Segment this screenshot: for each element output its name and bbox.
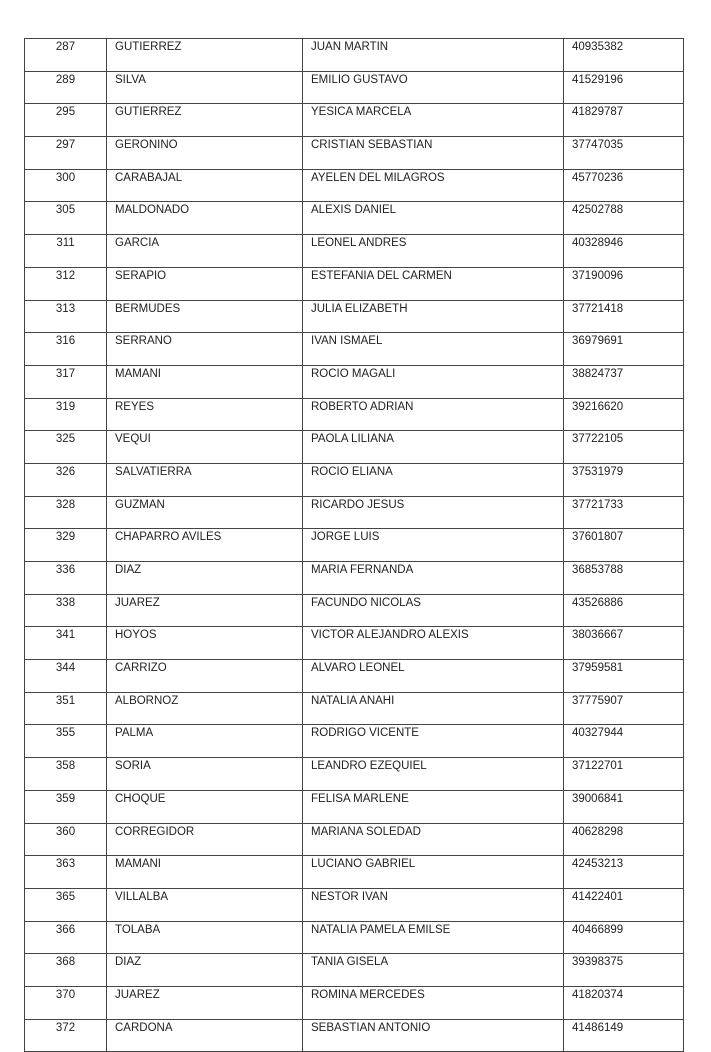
- row-number-cell: 317: [25, 365, 107, 398]
- given-names-cell: FELISA MARLENE: [303, 790, 564, 823]
- row-number-cell: 311: [25, 235, 107, 268]
- surname-cell: SILVA: [107, 71, 303, 104]
- table-row: [25, 823, 684, 856]
- id-number-cell: 41820374: [564, 986, 684, 1019]
- surname-cell: CORREGIDOR: [107, 823, 303, 856]
- id-number-cell: 43526886: [564, 594, 684, 627]
- given-names-cell: ROBERTO ADRIAN: [303, 398, 564, 431]
- row-number-cell: 328: [25, 496, 107, 529]
- surname-cell: CHOQUE: [107, 790, 303, 823]
- given-names-cell: ESTEFANIA DEL CARMEN: [303, 267, 564, 300]
- id-number-cell: 40935382: [564, 39, 684, 72]
- row-number-cell: 325: [25, 431, 107, 464]
- row-number-cell: 360: [25, 823, 107, 856]
- table-row: [25, 627, 684, 660]
- surname-cell: VILLALBA: [107, 888, 303, 921]
- surname-cell: GUTIERREZ: [107, 104, 303, 137]
- id-number-cell: 37721418: [564, 300, 684, 333]
- given-names-cell: JUAN MARTIN: [303, 39, 564, 72]
- given-names-cell: SEBASTIAN ANTONIO: [303, 1019, 564, 1052]
- row-number-cell: 338: [25, 594, 107, 627]
- table-row: [25, 398, 684, 431]
- table-row: [25, 594, 684, 627]
- given-names-cell: NATALIA ANAHI: [303, 692, 564, 725]
- table-row: [25, 365, 684, 398]
- id-number-cell: 40628298: [564, 823, 684, 856]
- id-number-cell: 41829787: [564, 104, 684, 137]
- id-number-cell: 41422401: [564, 888, 684, 921]
- id-number-cell: 42502788: [564, 202, 684, 235]
- id-number-cell: 41529196: [564, 71, 684, 104]
- row-number-cell: 289: [25, 71, 107, 104]
- table-row: [25, 431, 684, 464]
- row-number-cell: 329: [25, 529, 107, 562]
- table-row: [25, 529, 684, 562]
- id-number-cell: 39398375: [564, 954, 684, 987]
- given-names-cell: ALEXIS DANIEL: [303, 202, 564, 235]
- table-row: [25, 496, 684, 529]
- given-names-cell: AYELEN DEL MILAGROS: [303, 169, 564, 202]
- id-number-cell: 41486149: [564, 1019, 684, 1052]
- id-number-cell: 38036667: [564, 627, 684, 660]
- table-body: [25, 39, 684, 1052]
- row-number-cell: 372: [25, 1019, 107, 1052]
- given-names-cell: NATALIA PAMELA EMILSE: [303, 921, 564, 954]
- row-number-cell: 341: [25, 627, 107, 660]
- given-names-cell: NESTOR IVAN: [303, 888, 564, 921]
- given-names-cell: VICTOR ALEJANDRO ALEXIS: [303, 627, 564, 660]
- surname-cell: CARRIZO: [107, 660, 303, 693]
- surname-cell: GUTIERREZ: [107, 39, 303, 72]
- id-number-cell: 40328946: [564, 235, 684, 268]
- table-row: [25, 856, 684, 889]
- surname-cell: CHAPARRO AVILES: [107, 529, 303, 562]
- id-number-cell: 38824737: [564, 365, 684, 398]
- surname-cell: CARABAJAL: [107, 169, 303, 202]
- row-number-cell: 370: [25, 986, 107, 1019]
- row-number-cell: 351: [25, 692, 107, 725]
- id-number-cell: 37190096: [564, 267, 684, 300]
- table-row: [25, 725, 684, 758]
- table-row: [25, 660, 684, 693]
- id-number-cell: 37122701: [564, 758, 684, 791]
- surname-cell: DIAZ: [107, 562, 303, 595]
- id-number-cell: 37601807: [564, 529, 684, 562]
- id-number-cell: 39216620: [564, 398, 684, 431]
- id-number-cell: 42453213: [564, 856, 684, 889]
- given-names-cell: CRISTIAN SEBASTIAN: [303, 137, 564, 170]
- row-number-cell: 344: [25, 660, 107, 693]
- people-table: [24, 38, 684, 1052]
- table-row: [25, 300, 684, 333]
- surname-cell: GUZMAN: [107, 496, 303, 529]
- row-number-cell: 297: [25, 137, 107, 170]
- id-number-cell: 45770236: [564, 169, 684, 202]
- id-number-cell: 40327944: [564, 725, 684, 758]
- table-row: [25, 986, 684, 1019]
- id-number-cell: 37721733: [564, 496, 684, 529]
- surname-cell: BERMUDES: [107, 300, 303, 333]
- row-number-cell: 326: [25, 463, 107, 496]
- document-page: [24, 38, 683, 1052]
- table-row: [25, 562, 684, 595]
- surname-cell: PALMA: [107, 725, 303, 758]
- given-names-cell: MARIANA SOLEDAD: [303, 823, 564, 856]
- table-row: [25, 888, 684, 921]
- row-number-cell: 319: [25, 398, 107, 431]
- given-names-cell: JORGE LUIS: [303, 529, 564, 562]
- given-names-cell: TANIA GISELA: [303, 954, 564, 987]
- given-names-cell: PAOLA LILIANA: [303, 431, 564, 464]
- row-number-cell: 316: [25, 333, 107, 366]
- id-number-cell: 37959581: [564, 660, 684, 693]
- id-number-cell: 36853788: [564, 562, 684, 595]
- surname-cell: TOLABA: [107, 921, 303, 954]
- table-row: [25, 71, 684, 104]
- table-row: [25, 267, 684, 300]
- surname-cell: MAMANI: [107, 365, 303, 398]
- table-row: [25, 758, 684, 791]
- surname-cell: REYES: [107, 398, 303, 431]
- table-row: [25, 202, 684, 235]
- row-number-cell: 358: [25, 758, 107, 791]
- row-number-cell: 363: [25, 856, 107, 889]
- table-row: [25, 1019, 684, 1052]
- row-number-cell: 300: [25, 169, 107, 202]
- row-number-cell: 359: [25, 790, 107, 823]
- id-number-cell: 37775907: [564, 692, 684, 725]
- given-names-cell: LUCIANO GABRIEL: [303, 856, 564, 889]
- given-names-cell: ALVARO LEONEL: [303, 660, 564, 693]
- id-number-cell: 37722105: [564, 431, 684, 464]
- id-number-cell: 37531979: [564, 463, 684, 496]
- surname-cell: CARDONA: [107, 1019, 303, 1052]
- given-names-cell: JULIA ELIZABETH: [303, 300, 564, 333]
- id-number-cell: 36979691: [564, 333, 684, 366]
- row-number-cell: 336: [25, 562, 107, 595]
- table-row: [25, 463, 684, 496]
- given-names-cell: EMILIO GUSTAVO: [303, 71, 564, 104]
- surname-cell: HOYOS: [107, 627, 303, 660]
- row-number-cell: 305: [25, 202, 107, 235]
- row-number-cell: 366: [25, 921, 107, 954]
- table-row: [25, 39, 684, 72]
- table-row: [25, 104, 684, 137]
- table-row: [25, 169, 684, 202]
- given-names-cell: RICARDO JESUS: [303, 496, 564, 529]
- table-row: [25, 921, 684, 954]
- row-number-cell: 368: [25, 954, 107, 987]
- id-number-cell: 40466899: [564, 921, 684, 954]
- surname-cell: MALDONADO: [107, 202, 303, 235]
- table-row: [25, 692, 684, 725]
- surname-cell: MAMANI: [107, 856, 303, 889]
- given-names-cell: LEONEL ANDRES: [303, 235, 564, 268]
- given-names-cell: FACUNDO NICOLAS: [303, 594, 564, 627]
- table-row: [25, 137, 684, 170]
- surname-cell: VEQUI: [107, 431, 303, 464]
- id-number-cell: 37747035: [564, 137, 684, 170]
- surname-cell: SALVATIERRA: [107, 463, 303, 496]
- surname-cell: JUAREZ: [107, 986, 303, 1019]
- given-names-cell: MARIA FERNANDA: [303, 562, 564, 595]
- surname-cell: ALBORNOZ: [107, 692, 303, 725]
- given-names-cell: IVAN ISMAEL: [303, 333, 564, 366]
- surname-cell: GARCIA: [107, 235, 303, 268]
- given-names-cell: LEANDRO EZEQUIEL: [303, 758, 564, 791]
- surname-cell: GERONINO: [107, 137, 303, 170]
- row-number-cell: 295: [25, 104, 107, 137]
- surname-cell: JUAREZ: [107, 594, 303, 627]
- row-number-cell: 355: [25, 725, 107, 758]
- surname-cell: SERAPIO: [107, 267, 303, 300]
- row-number-cell: 365: [25, 888, 107, 921]
- id-number-cell: 39006841: [564, 790, 684, 823]
- table-row: [25, 235, 684, 268]
- surname-cell: SERRANO: [107, 333, 303, 366]
- row-number-cell: 312: [25, 267, 107, 300]
- row-number-cell: 287: [25, 39, 107, 72]
- given-names-cell: ROCIO MAGALI: [303, 365, 564, 398]
- table-row: [25, 790, 684, 823]
- given-names-cell: ROMINA MERCEDES: [303, 986, 564, 1019]
- table-row: [25, 333, 684, 366]
- surname-cell: SORIA: [107, 758, 303, 791]
- table-row: [25, 954, 684, 987]
- surname-cell: DIAZ: [107, 954, 303, 987]
- given-names-cell: RODRIGO VICENTE: [303, 725, 564, 758]
- given-names-cell: ROCIO ELIANA: [303, 463, 564, 496]
- row-number-cell: 313: [25, 300, 107, 333]
- given-names-cell: YESICA MARCELA: [303, 104, 564, 137]
